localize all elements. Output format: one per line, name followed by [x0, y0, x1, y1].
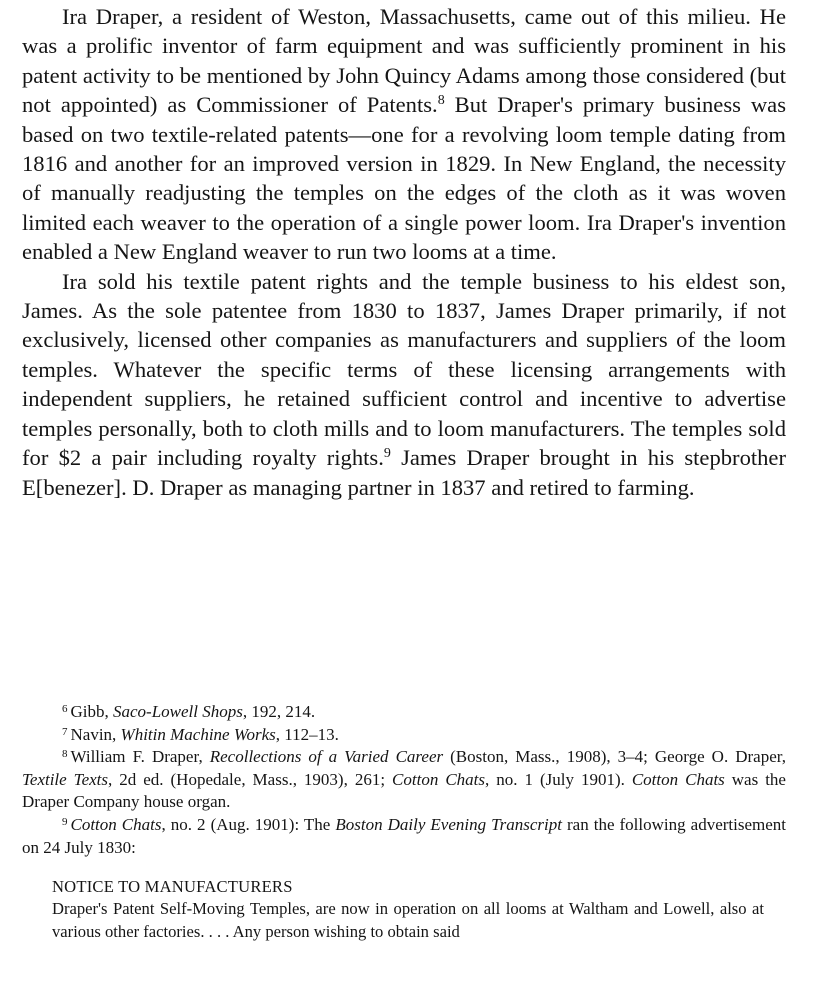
footnote-ref-8: 8	[437, 93, 445, 109]
quote-heading: NOTICE TO MANUFACTURERS	[52, 877, 293, 896]
paragraph-1: Ira Draper, a resident of Weston, Massachusetts, came out of this milieu. He was a prolific inventor of farm equipment and was sufficiently prominent in his patent activity to be mentioned by John Quincy Adams among those considered (but not appointed) as Commissioner of Patents.$^8$ But Draper's primary business was based on two textile-related patents—one for a revolving loom temple dating from 1816 and another for an improved version in 1829. In New England, the necessity of manually readjusting the temples on the edges of the cloth as it was woven limited each weaver to the operation of a single power loom. Ira Draper's invention enabled a New England weaver to run two looms at a time.	[22, 4, 787, 265]
block-quote	[52, 876, 764, 943]
footnotes	[22, 701, 786, 859]
footnote-9: $^9$ Cotton Chats, no. 2 (Aug. 1901): The Boston Daily Evening Transcript ran the following advertisement on 24 July 1830:	[22, 814, 787, 857]
footnote-ref-9: 9	[383, 446, 391, 462]
main-text	[22, 2, 786, 502]
paragraph-2: Ira sold his textile patent rights and the temple business to his eldest son, James. As the sole patentee from 1830 to 1837, James Draper primarily, if not exclusively, licensed other companies as manufacturers and suppliers of the loom temples. Whatever the specific terms of these licensing arrangements with independent suppliers, he retained sufficient control and incentive to advertise temples personally, both to cloth mills and to loom manufacturers. The temples sold for $2 a pair including royalty rights.$^9$ James Draper brought in his stepbrother E[benezer]. D. Draper as managing partner in 1837 and retired to farming.	[22, 268, 786, 500]
footnote-6: $^6$ Gibb, Saco-Lowell Shops, 192, 214.	[62, 702, 316, 721]
footnote-7: $^7$ Navin, Whitin Machine Works, 112–13.	[62, 724, 339, 744]
quote-text: Draper's Patent Self-Moving Temples, are now in operation on all looms at Waltham and Lowell, also at various other factories. . . . Any person wishing to obtain said	[52, 899, 764, 941]
footnote-8: $^8$ William F. Draper, Recollections of a Varied Career (Boston, Mass., 1908), 3–4; George O. Draper, Textile Texts, 2d ed. (Hopedale, Mass., 1903), 261; Cotton Chats, no. 1 (July 1901). Cotton Chats was the Draper Company house organ.	[22, 747, 786, 812]
